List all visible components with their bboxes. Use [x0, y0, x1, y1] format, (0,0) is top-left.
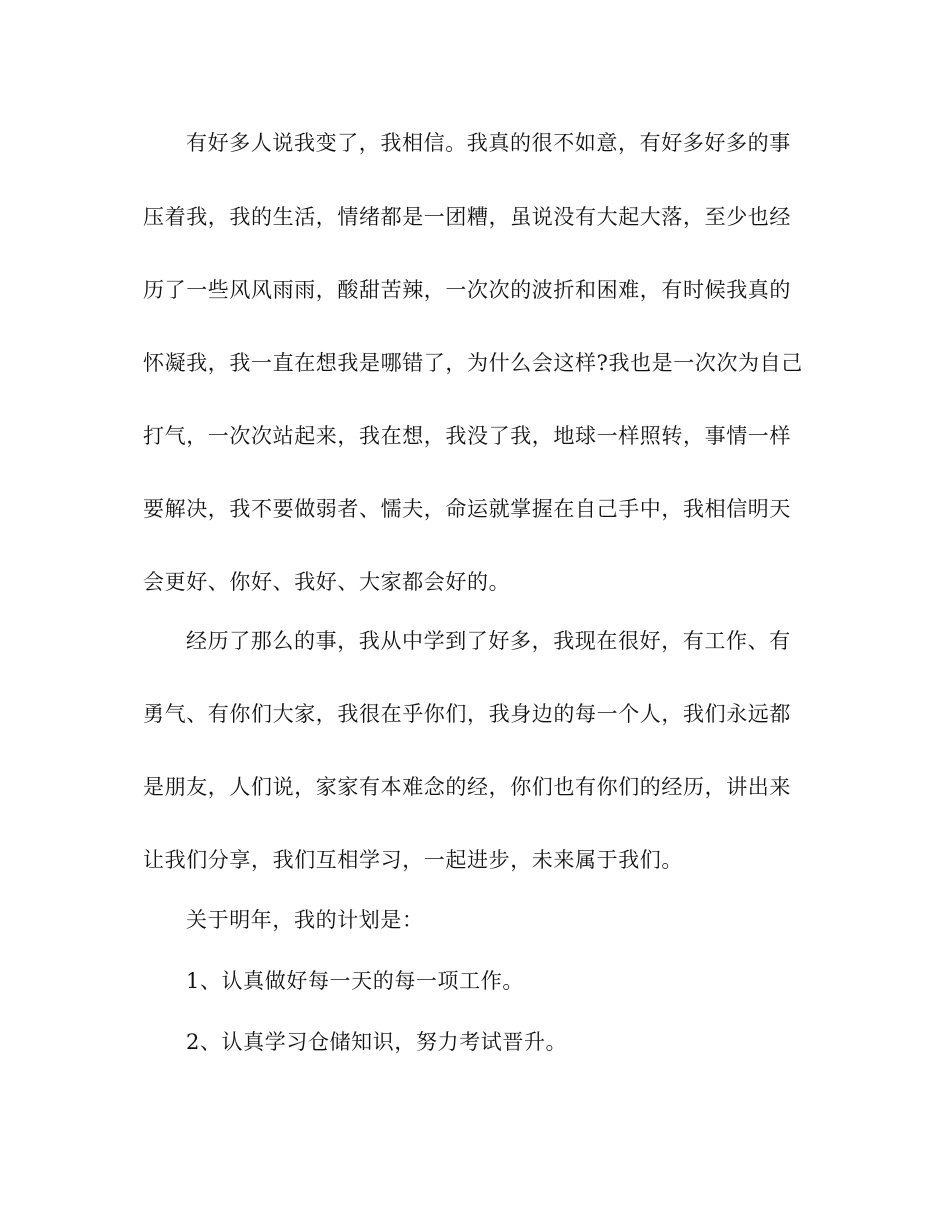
- paragraph-1-line-3: 历了一些风风雨雨，酸甜苦辣，一次次的波折和困难，有时候我真的: [143, 278, 791, 302]
- paragraph-1-line-2: 压着我，我的生活，情绪都是一团糟，虽说没有大起大落，至少也经: [143, 205, 791, 229]
- paragraph-1-line-1: 有好多人说我变了，我相信。我真的很不如意，有好多好多的事: [186, 131, 791, 155]
- plan-item-2: 2、认真学习仓储知识，努力考试晋升。: [186, 1030, 568, 1054]
- plan-item-1: 1、认真做好每一天的每一项工作。: [186, 969, 524, 993]
- paragraph-1-line-5: 打气，一次次站起来，我在想，我没了我，地球一样照转，事情一样: [143, 424, 791, 448]
- paragraph-2-line-4: 让我们分享，我们互相学习，一起进步，未来属于我们。: [143, 848, 683, 872]
- paragraph-2-line-2: 勇气、有你们大家，我很在乎你们，我身边的每一个人，我们永远都: [143, 702, 791, 726]
- paragraph-1-line-6: 要解决，我不要做弱者、懦夫，命运就掌握在自己手中，我相信明天: [143, 497, 791, 521]
- plan-intro: 关于明年，我的计划是：: [186, 908, 424, 932]
- paragraph-1-line-4: 怀凝我，我一直在想我是哪错了，为什么会这样?我也是一次次为自己: [143, 351, 803, 375]
- paragraph-2-line-3: 是朋友，人们说，家家有本难念的经，你们也有你们的经历，讲出来: [143, 775, 791, 799]
- paragraph-1-line-7: 会更好、你好、我好、大家都会好的。: [143, 570, 511, 594]
- paragraph-2-line-1: 经历了那么的事，我从中学到了好多，我现在很好，有工作、有: [186, 629, 791, 653]
